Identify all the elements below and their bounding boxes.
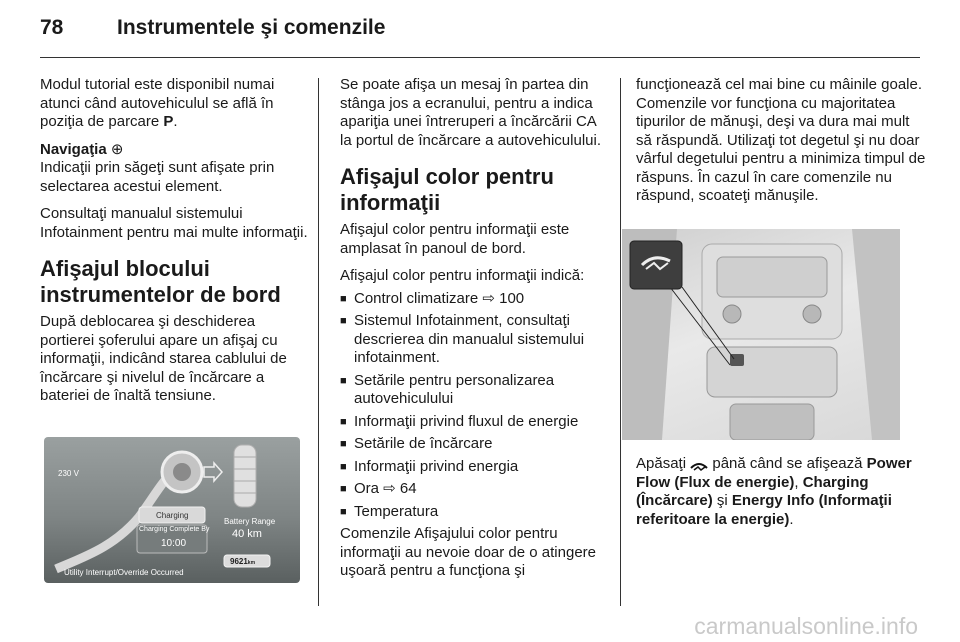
- navigation-title: Navigaţia ⊕: [40, 140, 124, 158]
- page-number: 78: [40, 16, 64, 39]
- list-item: ■ Control climatizare ⇨ 100: [340, 290, 608, 309]
- charging-illustration: [44, 437, 300, 583]
- header-rule: [40, 57, 920, 58]
- odometer: 9621km: [230, 557, 256, 566]
- list-item: ■ Informaţii privind fluxul de energie: [340, 413, 608, 432]
- energy-button-icon: [690, 459, 708, 469]
- tutorial-paragraph: Modul tutorial este disponibil numai atunci când autovehiculul se află în poziţia de parcare P.: [40, 76, 275, 130]
- touch-paragraph: Comenzile Afişajului color pentru informaţii au nevoie doar de o atingere uşoară pentru a funcţiona şi: [340, 525, 596, 579]
- page-title: Instrumentele şi comenzile: [117, 16, 386, 39]
- column-1: [40, 76, 312, 415]
- voltage-label: 230 V: [58, 469, 79, 478]
- gloves-paragraph: funcţionează cel mai bine cu mâinile goale. Comenzile vor funcţiona cu majoritatea tipurilor de mănuşi, deşi va dura mai mult să răspundă. Utilizaţi tot degetul şi nu doar vârful degetului pentru a minimiza timpul de răspuns. În cazul în care comenzile nu răspund, scoateţi mănuşile.: [636, 76, 926, 204]
- column-3: [636, 76, 926, 215]
- navigation-icon: ⊕: [110, 140, 124, 158]
- column-divider-2: [620, 78, 621, 606]
- charging-time: 10:00: [161, 538, 187, 549]
- column-2: [340, 76, 608, 590]
- watermark: carmanualsonline.info: [694, 613, 918, 639]
- battery-range-value: 40 km: [232, 528, 262, 540]
- list-item: ■ Setările de încărcare: [340, 435, 608, 454]
- column-3-bottom: [636, 455, 926, 538]
- instrument-paragraph: După deblocarea şi deschiderea portierei şoferului apare un afişaj cu informaţii, indicând starea cablului de încărcare şi nivelul de încărcare a bateriei de înaltă tensiune.: [40, 313, 287, 404]
- color-display-list: [340, 290, 608, 522]
- list-item: ■ Setările pentru personalizarea autovehiculului: [340, 372, 608, 409]
- charging-complete-label: Charging Complete By: [139, 526, 210, 533]
- charging-display-image: [44, 437, 300, 583]
- section-heading-color-display: Afişajul color pentru informaţii: [340, 164, 554, 215]
- consult-paragraph: Consultaţi manualul sistemului Infotainment pentru mai multe informaţii.: [40, 205, 308, 241]
- column-divider-1: [318, 78, 319, 606]
- color-display-intro: Afişajul color pentru informaţii indică:: [340, 267, 585, 284]
- section-heading-instrument: Afişajul blocului instrumentelor de bord: [40, 256, 281, 307]
- color-display-location: Afişajul color pentru informaţii este amplasat în panoul de bord.: [340, 221, 570, 257]
- utility-interrupt-message: Utility Interrupt/Override Occurred: [64, 568, 184, 577]
- center-console-image: [622, 229, 900, 440]
- list-item: ■ Temperatura: [340, 503, 608, 522]
- console-illustration: [622, 229, 900, 440]
- navigation-paragraph: Indicaţii prin săgeţi sunt afişate prin selectarea acestui element.: [40, 159, 275, 195]
- list-item: ■ Sistemul Infotainment, consultaţi descrierea din manualul sistemului infotainment.: [340, 312, 608, 368]
- battery-range-label: Battery Range: [224, 517, 276, 526]
- interrupt-paragraph: Se poate afişa un mesaj în partea din stânga jos a ecranului, pentru a indica apariţia unei întreruperi a încărcării CA la portul de încărcare a autovehiculului.: [340, 76, 601, 149]
- charging-label: Charging: [156, 511, 189, 520]
- list-item: ■ Informaţii privind energia: [340, 458, 608, 477]
- press-instruction: Apăsaţi până când se afişează Power Flow (Flux de energie), Charging (Încărcare) şi Energy Info (Informaţii referitoare la energie).: [636, 455, 912, 528]
- list-item: ■ Ora ⇨ 64: [340, 480, 608, 499]
